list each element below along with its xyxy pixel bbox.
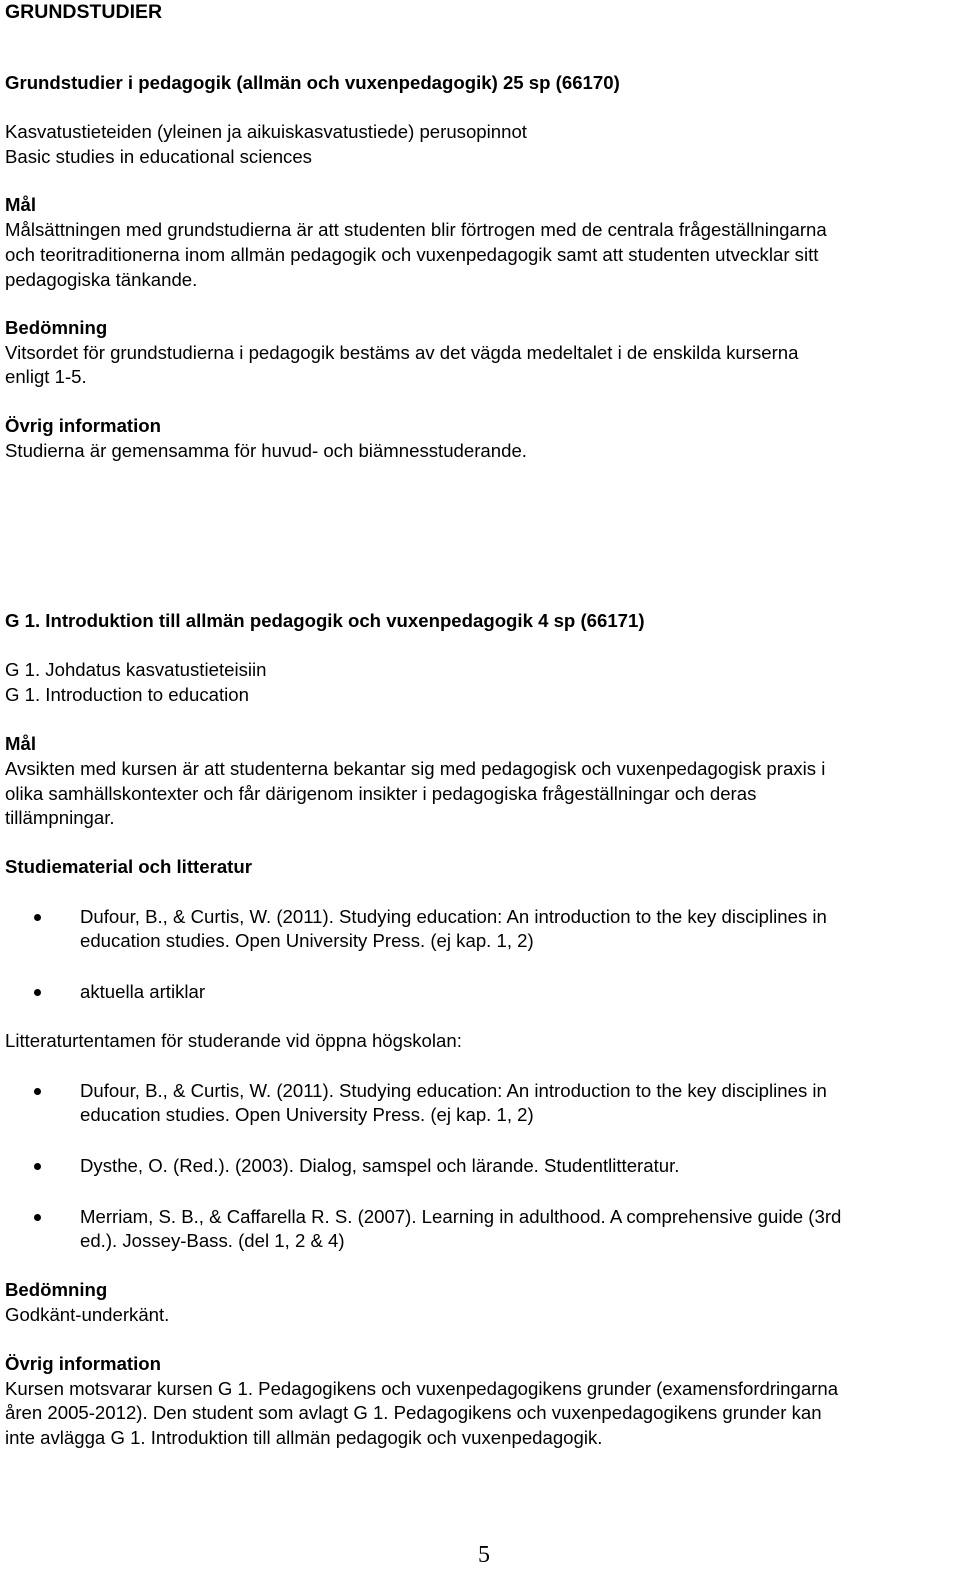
program-title: Grundstudier i pedagogik (allmän och vuxenpedagogik) 25 sp (66170) [5, 72, 620, 93]
reference-text [80, 1205, 960, 1253]
course-assessment-text: Godkänt-underkänt. [5, 1304, 170, 1325]
reference-line: Dufour, B., & Curtis, W. (2011). Studying education: An introduction to the key disciplines in [80, 906, 827, 927]
course-other-line: inte avlägga G 1. Introduktion till allmän pedagogik och vuxenpedagogik. [5, 1427, 603, 1448]
course-goal-line: Avsikten med kursen är att studenterna bekantar sig med pedagogisk och vuxenpedagogisk praxis i [5, 758, 826, 779]
reference-line: aktuella artiklar [80, 981, 206, 1002]
reference-line: ed.). Jossey-Bass. (del 1, 2 & 4) [80, 1230, 345, 1251]
bullet-icon [34, 914, 41, 921]
reference-text [80, 1154, 960, 1178]
reference-text [80, 980, 960, 1004]
course-finnish-title: G 1. Johdatus kasvatustieteisiin [5, 659, 267, 680]
open-university-heading: Litteraturtentamen för studerande vid öppna högskolan: [5, 1030, 462, 1051]
bullet-icon [34, 1214, 41, 1221]
page-number: 5 [478, 1542, 490, 1568]
reference-line: education studies. Open University Press. (ej kap. 1, 2) [80, 930, 534, 951]
course-goal-heading: Mål [5, 733, 36, 754]
bullet-icon [34, 989, 41, 996]
course-title: G 1. Introduktion till allmän pedagogik och vuxenpedagogik 4 sp (66171) [5, 610, 645, 631]
course-material-heading: Studiematerial och litteratur [5, 856, 252, 877]
document-page [5, 0, 957, 1568]
program-assessment-line: Vitsordet för grundstudierna i pedagogik bestäms av det vägda medeltalet i de enskilda kurserna [5, 342, 799, 363]
program-other-heading: Övrig information [5, 415, 161, 436]
program-goal-line: Målsättningen med grundstudierna är att studenten blir förtrogen med de centrala frågeställningarna [5, 219, 827, 240]
program-goal-line: pedagogiska tänkande. [5, 269, 198, 290]
document-title: GRUNDSTUDIER [5, 1, 163, 23]
course-assessment-heading: Bedömning [5, 1279, 108, 1300]
course-other-line: Kursen motsvarar kursen G 1. Pedagogikens och vuxenpedagogikens grunder (examensfordringarna [5, 1378, 839, 1399]
program-assessment-heading: Bedömning [5, 317, 108, 338]
reference-line: Dysthe, O. (Red.). (2003). Dialog, samspel och lärande. Studentlitteratur. [80, 1155, 680, 1176]
bullet-icon [34, 1088, 41, 1095]
reference-line: education studies. Open University Press. (ej kap. 1, 2) [80, 1104, 534, 1125]
reference-text [80, 905, 960, 953]
reference-text [80, 1079, 960, 1127]
program-finnish-title: Kasvatustieteiden (yleinen ja aikuiskasvatustiede) perusopinnot [5, 121, 527, 142]
course-goal-line: olika samhällskontexter och får därigenom insikter i pedagogiska frågeställningar och deras [5, 783, 757, 804]
program-goal-heading: Mål [5, 194, 36, 215]
course-goal-line: tillämpningar. [5, 807, 115, 828]
bullet-icon [34, 1163, 41, 1170]
course-english-title: G 1. Introduction to education [5, 684, 249, 705]
program-assessment-line: enligt 1-5. [5, 366, 87, 387]
program-english-title: Basic studies in educational sciences [5, 146, 312, 167]
program-other-text: Studierna är gemensamma för huvud- och biämnesstuderande. [5, 440, 527, 461]
program-goal-line: och teoritraditionerna inom allmän pedagogik och vuxenpedagogik samt att studenten utvecklar sitt [5, 244, 819, 265]
course-other-heading: Övrig information [5, 1353, 161, 1374]
course-other-line: åren 2005-2012). Den student som avlagt G 1. Pedagogikens och vuxenpedagogikens grunder kan [5, 1402, 822, 1423]
reference-line: Dufour, B., & Curtis, W. (2011). Studying education: An introduction to the key disciplines in [80, 1080, 827, 1101]
reference-line: Merriam, S. B., & Caffarella R. S. (2007). Learning in adulthood. A comprehensive guide (3rd [80, 1206, 842, 1227]
